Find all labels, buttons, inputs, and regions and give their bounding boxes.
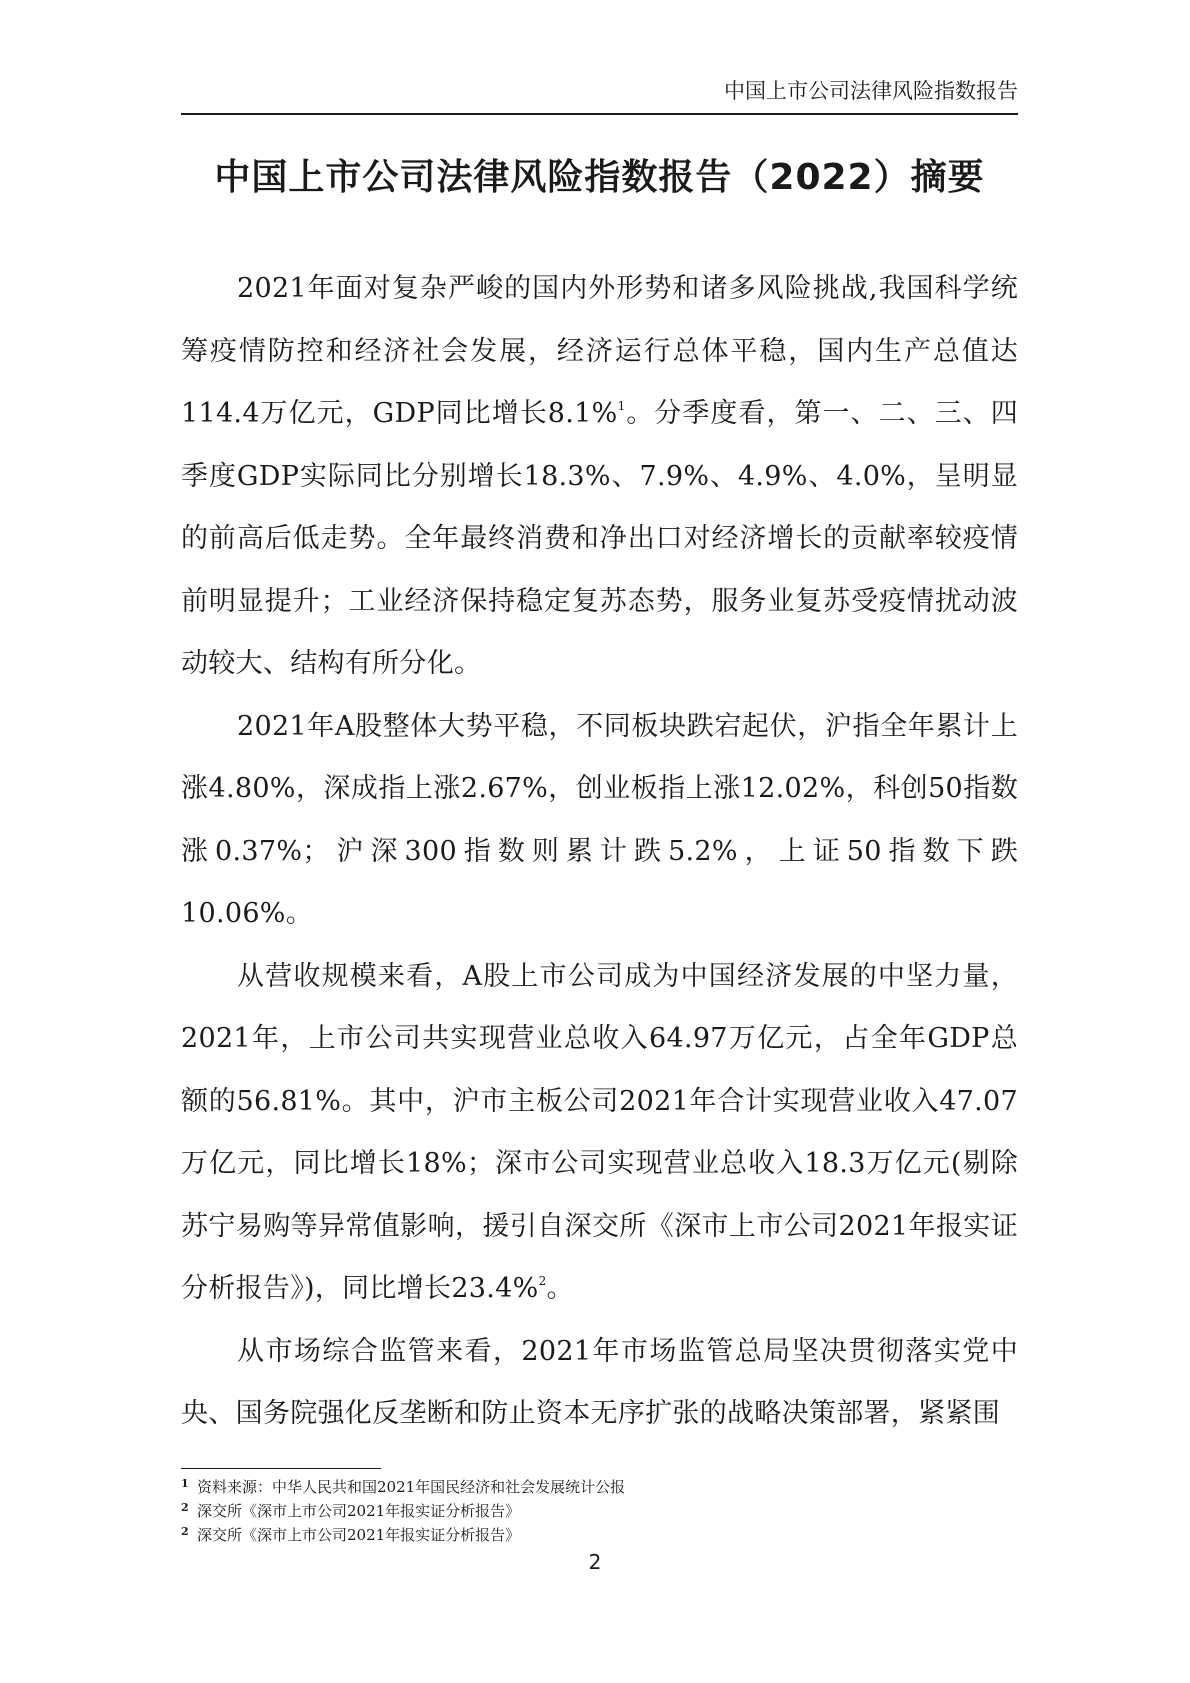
page-number: 2 (588, 1550, 602, 1574)
footnote-text: 资料来源：中华人民共和国2021年国民经济和社会发展统计公报 (197, 1478, 626, 1496)
footnote-ref-1[interactable]: 1 (617, 399, 626, 413)
footnote-divider (181, 1468, 381, 1469)
header-divider (181, 113, 1018, 115)
footnote: 2 深交所《深市上市公司2021年报实证分析报告》 (181, 1501, 521, 1520)
paragraph-regulation: 从市场综合监管来看，2021年市场监管总局坚决贯彻落实党中央、国务院强化反垄断和防止资本无序扩张的战略决策部署，紧紧围 (181, 1335, 1018, 1429)
footnote-text: 深交所《深市上市公司2021年报实证分析报告》 (197, 1526, 521, 1544)
footnotes (181, 1475, 1018, 1547)
footnote-ref-2[interactable]: 2 (538, 1274, 547, 1288)
paragraph-text: 2021年面对复杂严峻的国内外形势和诸多风险挑战,我国科学统筹疫情防控和经济社会发展，经济运行总体平稳，国内生产总值达114.4万亿元，GDP同比增长8.1% (181, 273, 1018, 429)
running-header: 中国上市公司法律风险指数报告 (724, 79, 1018, 103)
footnote: 2 深交所《深市上市公司2021年报实证分析报告》 (181, 1525, 521, 1544)
footnote: 1 资料来源：中华人民共和国2021年国民经济和社会发展统计公报 (181, 1477, 626, 1496)
paragraph-text: 。 (546, 1273, 574, 1304)
paragraph-a-shares: 2021年A股整体大势平稳，不同板块跌宕起伏，沪指全年累计上涨4.80%，深成指上涨2.67%，创业板指上涨12.02%，科创50指数涨0.37%；沪深300指数则累计跌5.2%，上证50指数下跌10.06%。 (181, 710, 1018, 929)
body-text (181, 258, 1018, 1446)
paragraph-economy (181, 258, 1018, 696)
paragraph-revenue (181, 946, 1018, 1321)
document-title: 中国上市公司法律风险指数报告（2022）摘要 (214, 157, 985, 198)
footnote-text: 深交所《深市上市公司2021年报实证分析报告》 (197, 1502, 521, 1520)
paragraph-text: 从营收规模来看，A股上市公司成为中国经济发展的中坚力量，2021年，上市公司共实现营业总收入64.97万亿元，占全年GDP总额的56.81%。其中，沪市主板公司2021年合计实现营业收入47.07万亿元，同比增长18%；深市公司实现营业总收入18.3万亿元(剔除苏宁易购等异常值影响，援引自深交所《深市上市公司2021年报实证分析报告》)，同比增长23.4% (181, 960, 1018, 1304)
paragraph-text: 。分季度看，第一、二、三、四季度GDP实际同比分别增长18.3%、7.9%、4.9%、4.0%，呈明显的前高后低走势。全年最终消费和净出口对经济增长的贡献率较疫情前明显提升；工业经济保持稳定复苏态势，服务业复苏受疫情扰动波动较大、结构有所分化。 (181, 398, 1018, 679)
